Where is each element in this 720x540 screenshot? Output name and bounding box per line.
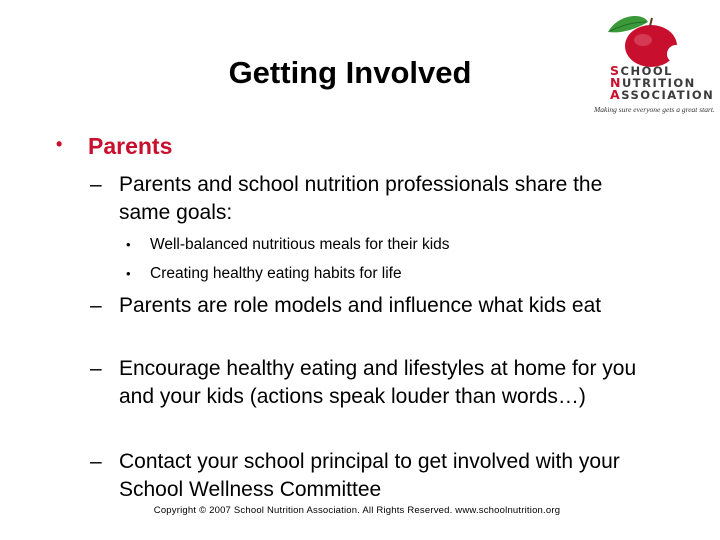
goal-item-balanced-meals (126, 235, 450, 255)
small-bullet: • (126, 237, 131, 252)
bullet-label: Parents (88, 133, 173, 159)
goal-item-healthy-habits (126, 264, 402, 284)
sub-item-contact-principal (90, 448, 650, 504)
sub-item-text: Parents are role models and influence what kids eat (119, 294, 602, 317)
dash-marker: – (90, 450, 102, 473)
sub-item-text: Encourage healthy eating and lifestyles at home for you and your kids (actions speak louder than words…) (119, 357, 637, 408)
apple-icon (588, 10, 712, 70)
sub-item-text: Parents and school nutrition professionals share the same goals: (119, 173, 603, 224)
goal-item-text: Creating healthy eating habits for life (150, 265, 402, 282)
copyright-footer (0, 505, 720, 516)
logo-tagline: Making sure everyone gets a great start. (594, 105, 715, 114)
goal-item-text: Well-balanced nutritious meals for their kids (150, 236, 450, 253)
sub-item-text: Contact your school principal to get involved with your School Wellness Committee (119, 450, 620, 501)
dash-marker: – (90, 357, 102, 380)
small-bullet: • (126, 266, 131, 281)
logo-wordmark: SCHOOL NUTRITION ASSOCIATION (610, 63, 715, 102)
school-nutrition-association-logo (588, 10, 715, 118)
bullet-dot: • (56, 134, 63, 154)
copyright-text: Copyright © 2007 School Nutrition Association. All Rights Reserved. www.schoolnutrition.org (153, 505, 561, 516)
sub-item-role-models (90, 292, 650, 320)
slide-title: Getting Involved (228, 55, 472, 90)
sub-item-encourage-healthy (90, 355, 650, 411)
sub-item-shared-goals (90, 171, 650, 227)
dash-marker: – (90, 294, 102, 317)
dash-marker: – (90, 173, 102, 196)
